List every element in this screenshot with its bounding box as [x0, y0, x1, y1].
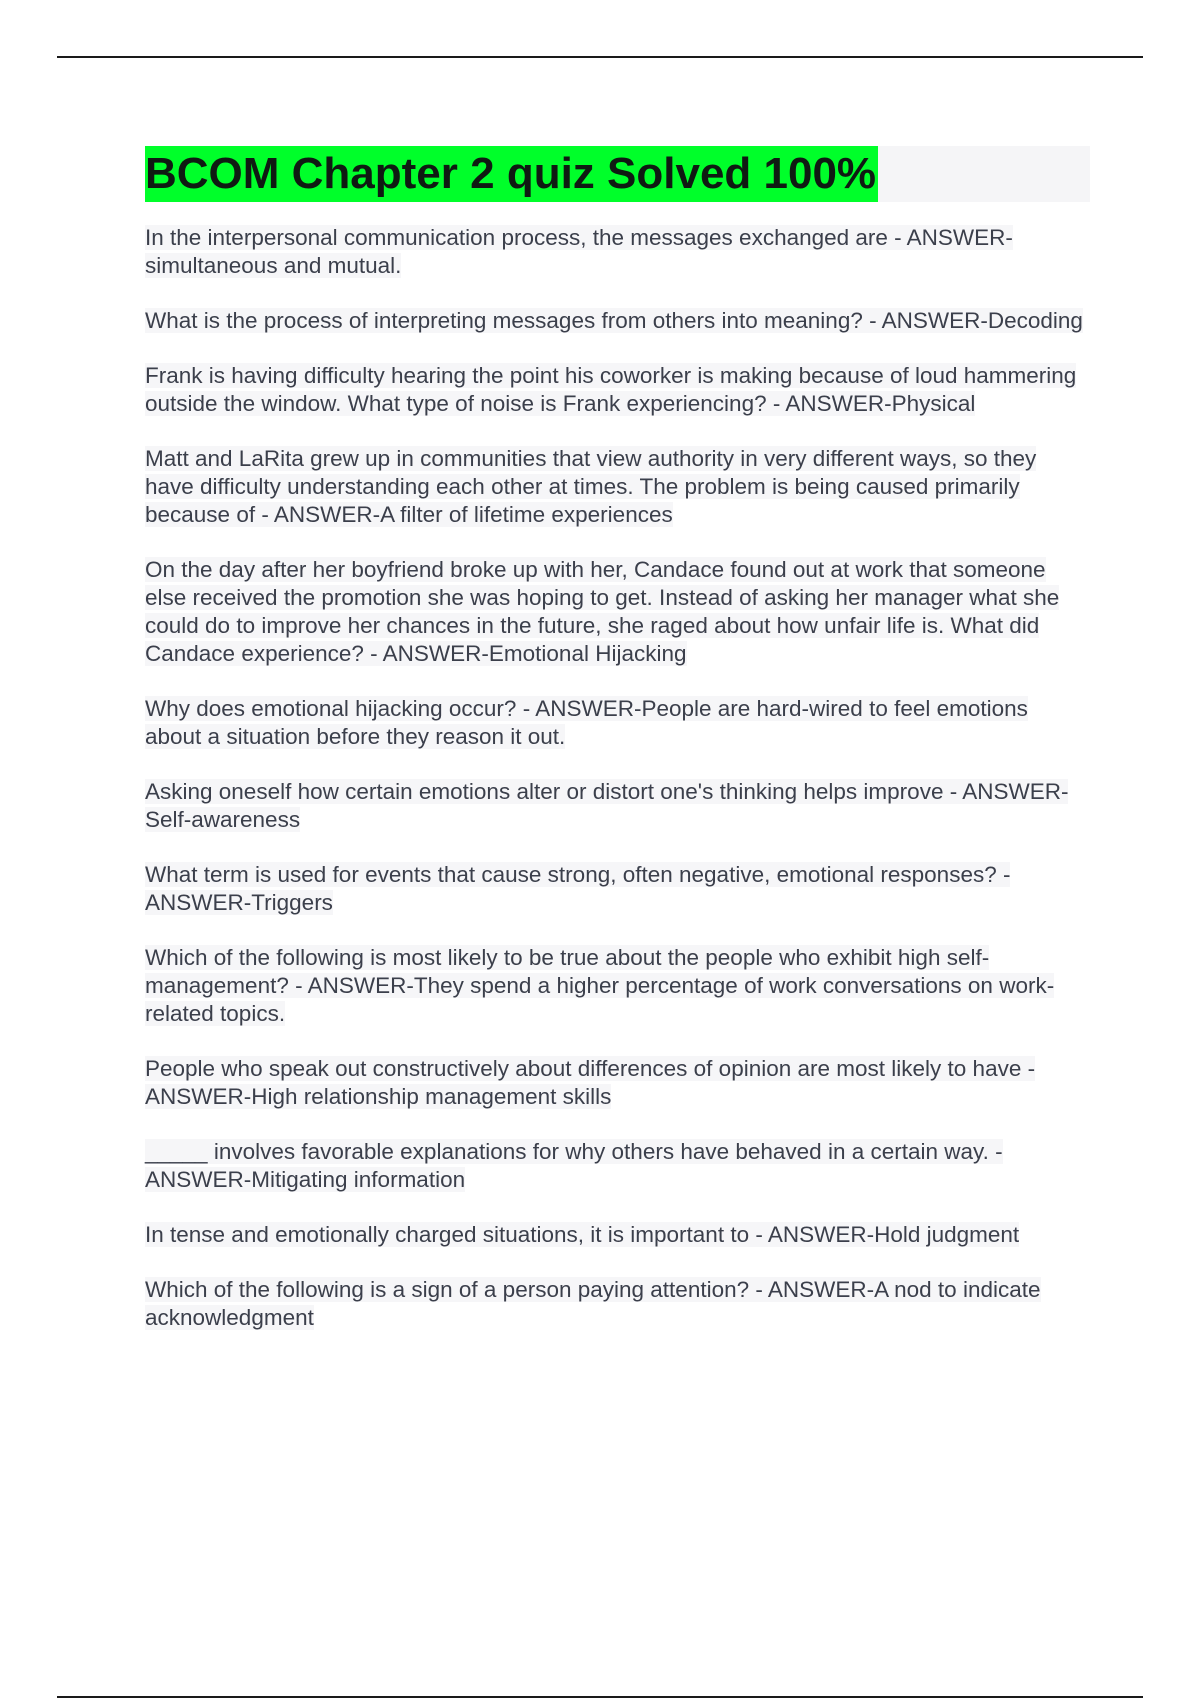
- qa-item-7: Asking oneself how certain emotions alter or distort one's thinking helps improve - ANSWER-Self-awareness: [145, 779, 1069, 832]
- qa-item-6: Why does emotional hijacking occur? - ANSWER-People are hard-wired to feel emotions about a situation before they reason it out.: [145, 696, 1028, 749]
- qa-item-3: Frank is having difficulty hearing the point his coworker is making because of loud hammering outside the window. What type of noise is Frank experiencing? - ANSWER-Physical: [145, 363, 1077, 416]
- qa-item-13: Which of the following is a sign of a person paying attention? - ANSWER-A nod to indicate acknowledgment: [145, 1277, 1041, 1330]
- qa-item-10: People who speak out constructively about differences of opinion are most likely to have - ANSWER-High relationship management skills: [145, 1056, 1036, 1109]
- title-bar: [145, 146, 1090, 202]
- qa-item-8: What term is used for events that cause strong, often negative, emotional responses? - ANSWER-Triggers: [145, 862, 1011, 915]
- qa-item-1: In the interpersonal communication process, the messages exchanged are - ANSWER-simultaneous and mutual.: [145, 225, 1013, 278]
- document-title: BCOM Chapter 2 quiz Solved 100%: [145, 146, 878, 202]
- document-body: [145, 146, 1090, 1359]
- qa-item-5: On the day after her boyfriend broke up with her, Candace found out at work that someone else received the promotion she was hoping to get. Instead of asking her manager what she could do to improve her chances in the future, she raged about how unfair life is. What did Candace experience? - ANSWER-Emotional Hijacking: [145, 557, 1060, 666]
- top-rule: [57, 56, 1143, 58]
- qa-item-2: What is the process of interpreting messages from others into meaning? - ANSWER-Decoding: [145, 308, 1083, 333]
- qa-item-4: Matt and LaRita grew up in communities that view authority in very different ways, so they have difficulty understanding each other at times. The problem is being caused primarily because of - ANSWER-A filter of lifetime experiences: [145, 446, 1037, 527]
- qa-item-12: In tense and emotionally charged situations, it is important to - ANSWER-Hold judgment: [145, 1222, 1020, 1247]
- qa-item-9: Which of the following is most likely to be true about the people who exhibit high self-management? - ANSWER-They spend a higher percentage of work conversations on work-related topics.: [145, 945, 1055, 1026]
- qa-item-11: _____ involves favorable explanations for why others have behaved in a certain way. - ANSWER-Mitigating information: [145, 1139, 1003, 1192]
- bottom-rule: [57, 1696, 1143, 1698]
